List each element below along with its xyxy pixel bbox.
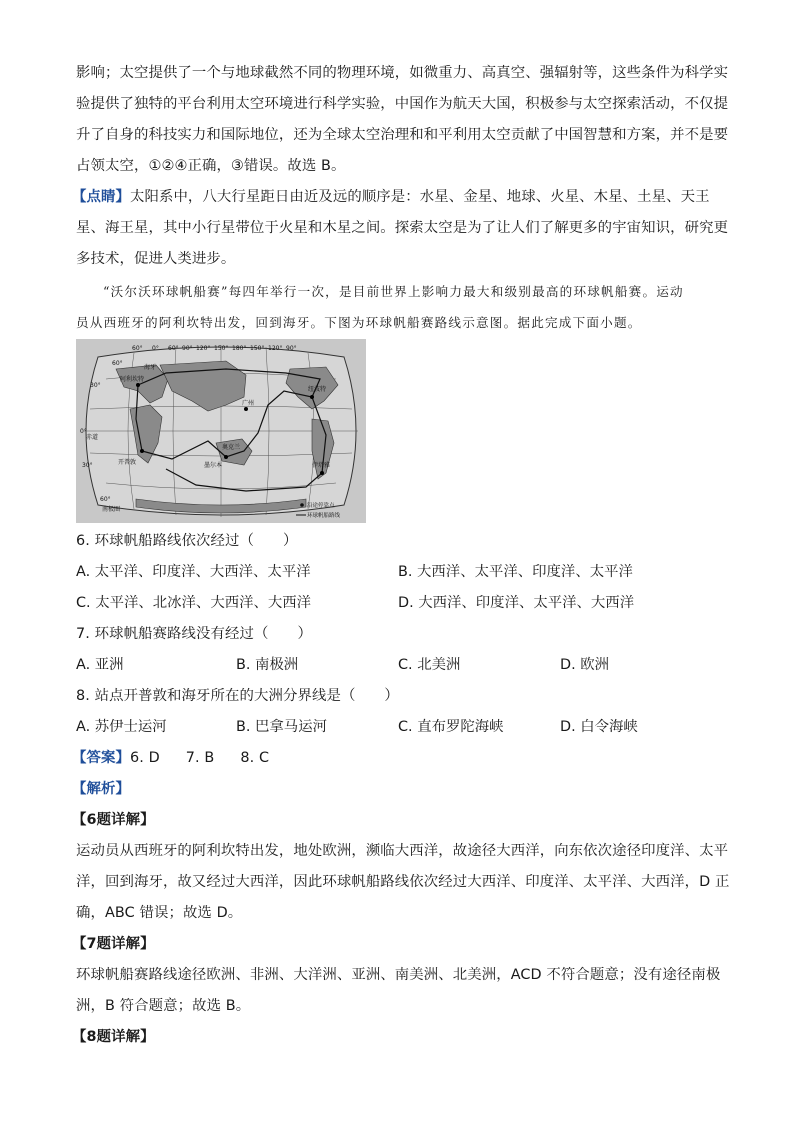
detail-6-line: 洋，回到海牙，故又经过大西洋，因此环球帆船路线依次经过大西洋、印度洋、太平洋、大西洋，D 正 <box>76 874 730 890</box>
analysis-tag: 【解析】 <box>72 781 130 797</box>
svg-text:开普敦: 开普敦 <box>118 459 137 466</box>
intro-line: “沃尔沃环球帆船赛”每四年举行一次，是目前世界上影响力最大和级别最高的环球帆船赛。运动 <box>103 284 684 299</box>
svg-text:90°: 90° <box>182 345 193 352</box>
svg-text:奥克兰: 奥克兰 <box>222 444 241 451</box>
option-7c[interactable]: C. 北美洲 <box>398 657 461 673</box>
svg-text:60°: 60° <box>132 345 143 352</box>
option-6b[interactable]: B. 大西洋、太平洋、印度洋、太平洋 <box>398 564 633 580</box>
svg-text:120°: 120° <box>196 345 211 352</box>
detail-6-line: 确，ABC 错误；故选 D。 <box>76 905 243 921</box>
svg-text:纽波特: 纽波特 <box>308 386 327 393</box>
tip-tag: 【点睛】 <box>72 189 130 205</box>
answer-8: 8. C <box>240 750 270 766</box>
detail-6-tag: 【6题详解】 <box>72 812 155 828</box>
map-graphic <box>76 339 366 523</box>
svg-text:180°: 180° <box>232 345 247 352</box>
option-7b[interactable]: B. 南极洲 <box>236 657 299 673</box>
answer-7: 7. B <box>185 750 215 766</box>
tip-line <box>72 187 712 207</box>
paragraph-line: 影响；太空提供了一个与地球截然不同的物理环境，如微重力、高真空、强辐射等，这些条件为科学实 <box>76 65 729 81</box>
paragraph-line: 升了自身的科技实力和国际地位，还为全球太空治理和和平利用太空贡献了中国智慧和方案，并不是要 <box>76 127 729 143</box>
svg-text:广州: 广州 <box>242 400 255 407</box>
answer-line <box>72 748 712 768</box>
svg-text:沿途停靠点: 沿途停靠点 <box>307 503 335 509</box>
detail-7-line: 环球帆船赛路线途径欧洲、非洲、大洋洲、亚洲、南美洲、北美洲，ACD 不符合题意；没有途径南极 <box>76 967 721 983</box>
svg-text:30°: 30° <box>82 462 93 469</box>
svg-text:60°: 60° <box>168 345 179 352</box>
detail-8-tag: 【8题详解】 <box>72 1029 155 1045</box>
question-8: 8. 站点开普敦和海牙所在的大洲分界线是（ ） <box>76 688 399 704</box>
option-7a[interactable]: A. 亚洲 <box>76 657 124 673</box>
option-8b[interactable]: B. 巴拿马运河 <box>236 719 327 735</box>
option-8c[interactable]: C. 直布罗陀海峡 <box>398 719 504 735</box>
svg-text:海牙: 海牙 <box>144 364 157 371</box>
svg-text:环球帆船路线: 环球帆船路线 <box>307 513 341 519</box>
tip-text: 太阳系中，八大行星距日由近及远的顺序是：水星、金星、地球、火星、木星、土星、天王 <box>129 189 710 205</box>
option-7d[interactable]: D. 欧洲 <box>560 657 610 673</box>
svg-text:60°: 60° <box>100 496 111 503</box>
sailing-route-map <box>76 339 366 523</box>
svg-text:150°: 150° <box>214 345 229 352</box>
paragraph-line: 验提供了独特的平台利用太空环境进行科学实验，中国作为航天大国，积极参与太空探索活动，不仅提 <box>76 96 729 112</box>
svg-text:赤道: 赤道 <box>86 434 99 441</box>
option-8a[interactable]: A. 苏伊士运河 <box>76 719 167 735</box>
option-6c[interactable]: C. 太平洋、北冰洋、大西洋、大西洋 <box>76 595 312 611</box>
svg-text:伊塔雅: 伊塔雅 <box>312 462 331 469</box>
svg-text:墨尔本: 墨尔本 <box>204 462 223 469</box>
svg-text:30°: 30° <box>90 382 101 389</box>
answer-tag: 【答案】 <box>72 750 130 766</box>
option-6a[interactable]: A. 太平洋、印度洋、大西洋、太平洋 <box>76 564 311 580</box>
svg-text:阿利坎特: 阿利坎特 <box>120 376 145 383</box>
detail-7-tag: 【7题详解】 <box>72 936 155 952</box>
svg-text:0°: 0° <box>80 428 87 435</box>
svg-text:南极圈: 南极圈 <box>102 506 121 513</box>
detail-7-line: 洲，B 符合题意；故选 B。 <box>76 998 251 1014</box>
svg-text:150°: 150° <box>250 345 265 352</box>
paragraph-line: 多技术，促进人类进步。 <box>76 251 236 267</box>
paragraph-line: 星、海王星，其中小行星带位于火星和木星之间。探索太空是为了让人们了解更多的宇宙知识，研究更 <box>76 220 729 236</box>
detail-6-line: 运动员从西班牙的阿利坎特出发，地处欧洲，濒临大西洋，故途径大西洋，向东依次途径印度洋、太平 <box>76 843 729 859</box>
question-6: 6. 环球帆船路线依次经过（ ） <box>76 533 298 549</box>
intro-line: 员从西班牙的阿利坎特出发，回到海牙。下图为环球帆船赛路线示意图。据此完成下面小题。 <box>76 315 642 330</box>
svg-text:60°: 60° <box>112 360 123 367</box>
paragraph-line: 占领太空，①②④正确，③错误。故选 B。 <box>76 158 346 174</box>
option-8d[interactable]: D. 白令海峡 <box>560 719 638 735</box>
svg-text:0°: 0° <box>152 345 159 352</box>
question-7: 7. 环球帆船赛路线没有经过（ ） <box>76 626 312 642</box>
answer-6: 6. D <box>129 750 160 766</box>
svg-text:120°: 120° <box>268 345 283 352</box>
option-6d[interactable]: D. 大西洋、印度洋、太平洋、大西洋 <box>398 595 635 611</box>
svg-text:90°: 90° <box>286 345 297 352</box>
